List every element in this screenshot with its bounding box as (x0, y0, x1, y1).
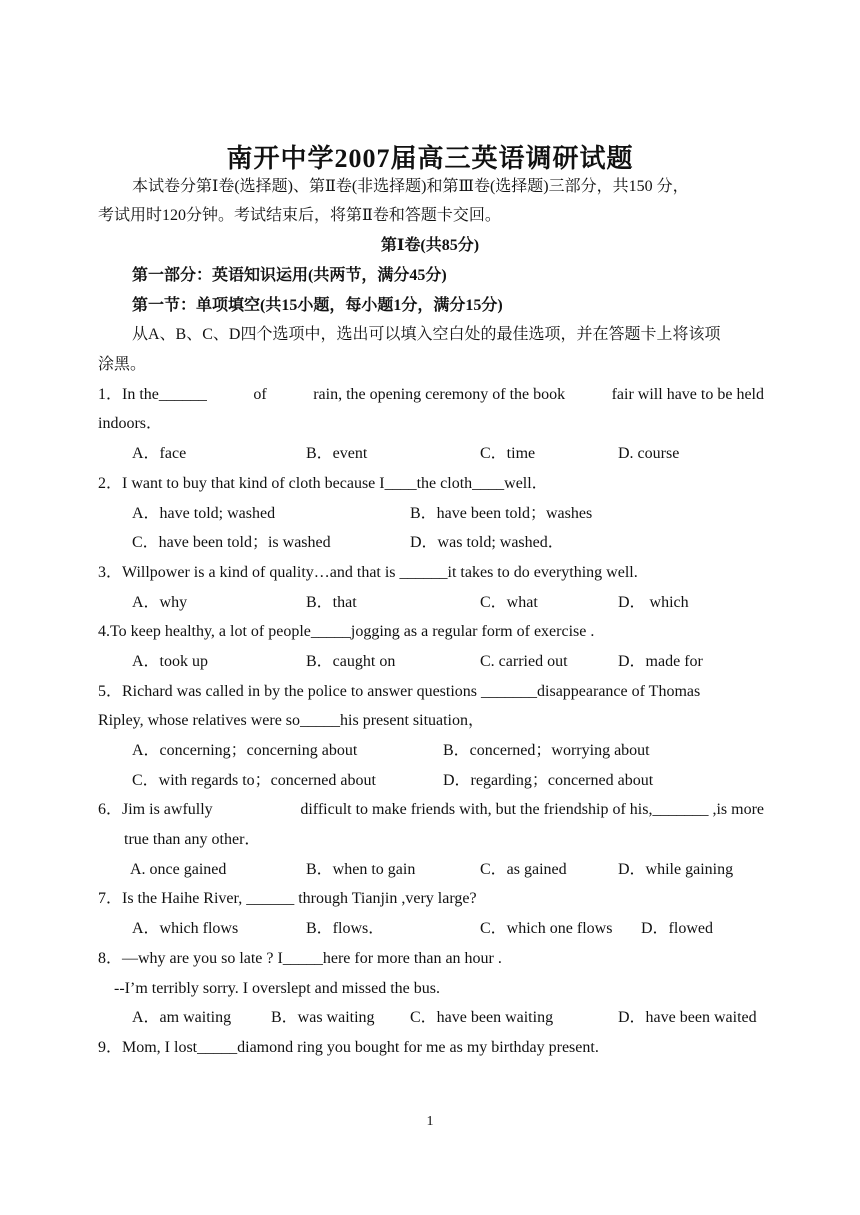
question-9-stem: 9．Mom, I lost_____diamond ring you bought for me as my birthday present. (98, 1039, 599, 1056)
q2-option-a: A．have told; washed (132, 505, 276, 522)
q4-option-d: D．made for (618, 653, 703, 670)
exam-title: 南开中学2007届高三英语调研试题 (226, 144, 634, 173)
page-number: 1 (426, 1114, 434, 1129)
instructions-line-1: 从A、B、C、D四个选项中，选出可以填入空白处的最佳选项，并在答题卡上将该项 (132, 326, 721, 343)
q6-part: difficult to make friends with, but the friendship of his,_______ ,is more (300, 801, 764, 818)
q8-option-a: A．am waiting (132, 1009, 232, 1026)
question-6-stem (98, 799, 764, 821)
section1-heading: 第一节：单项填空(共15小题，每小题1分，满分15分) (132, 297, 503, 314)
q4-option-a: A．took up (132, 653, 209, 670)
question-3-stem: 3．Willpower is a kind of quality…and that is ______it takes to do everything well. (98, 564, 638, 581)
q8-option-c: C．have been waiting (410, 1009, 554, 1026)
q1-option-c: C．time (480, 445, 536, 462)
q5-option-c: C．with regards to；concerned about (132, 772, 376, 789)
instructions-line-2: 涂黑。 (98, 356, 147, 373)
q7-option-d: D．flowed (641, 920, 713, 937)
q7-option-b: B．flows． (306, 920, 385, 937)
question-7-stem: 7．Is the Haihe River, ______ through Tianjin ,very large? (98, 890, 477, 907)
q6-option-d: D．while gaining (618, 861, 734, 878)
question-5-cont: Ripley, whose relatives were so_____his present situation， (98, 712, 485, 729)
volume1-heading: 第Ⅰ卷(共85分) (380, 237, 480, 254)
intro-line-1: 本试卷分第Ⅰ卷(选择题)、第Ⅱ卷(非选择题)和第Ⅲ卷(选择题)三部分，共150 分， (132, 178, 689, 195)
q8-option-b: B．was waiting (271, 1009, 375, 1026)
part1-heading: 第一部分：英语知识运用(共两节，满分45分) (132, 267, 447, 284)
q7-option-a: A．which flows (132, 920, 239, 937)
q1-part: fair will have to be held (611, 386, 764, 403)
question-6-cont: true than any other． (124, 831, 261, 848)
q1-part: 1．In the______ (98, 386, 207, 403)
question-4-stem: 4.To keep healthy, a lot of people_____jogging as a regular form of exercise . (98, 623, 595, 640)
q3-option-a: A．why (132, 594, 188, 611)
q7-option-c: C．which one flows (480, 920, 613, 937)
q8-option-d: D．have been waited (618, 1009, 757, 1026)
question-8-stem: 8．—why are you so late ? I_____here for more than an hour . (98, 950, 502, 967)
q6-part: 6．Jim is awfully (98, 801, 213, 818)
q6-option-b: B．when to gain (306, 861, 416, 878)
q1-option-b: B．event (306, 445, 368, 462)
q1-option-d: D. course (618, 445, 680, 462)
q2-option-c: C．have been told；is washed (132, 534, 331, 551)
q3-option-b: B．that (306, 594, 357, 611)
q1-part: of (253, 386, 267, 403)
q1-part: rain, the opening ceremony of the book (313, 386, 566, 403)
q6-option-c: C．as gained (480, 861, 567, 878)
q5-option-d: D．regarding；concerned about (443, 772, 654, 789)
q5-option-b: B．concerned；worrying about (443, 742, 650, 759)
question-5-stem: 5．Richard was called in by the police to answer questions _______disappearance of Thomas (98, 683, 701, 700)
question-1-cont: indoors． (98, 415, 163, 432)
question-2-stem: 2．I want to buy that kind of cloth because I____the cloth____well． (98, 475, 548, 492)
q4-option-b: B．caught on (306, 653, 396, 670)
q5-option-a: A．concerning；concerning about (132, 742, 358, 759)
question-8-reply: --I’m terribly sorry. I overslept and missed the bus. (114, 980, 440, 997)
q3-option-d: D． which (618, 594, 689, 611)
q4-option-c: C. carried out (480, 653, 568, 670)
q2-option-d: D．was told; washed． (410, 534, 564, 551)
q2-option-b: B．have been told；washes (410, 505, 593, 522)
q3-option-c: C．what (480, 594, 538, 611)
q6-option-a: A. once gained (130, 861, 227, 878)
question-1-stem (98, 384, 764, 406)
q1-option-a: A．face (132, 445, 187, 462)
intro-line-2: 考试用时120分钟。考试结束后，将第Ⅱ卷和答题卡交回。 (98, 207, 501, 224)
